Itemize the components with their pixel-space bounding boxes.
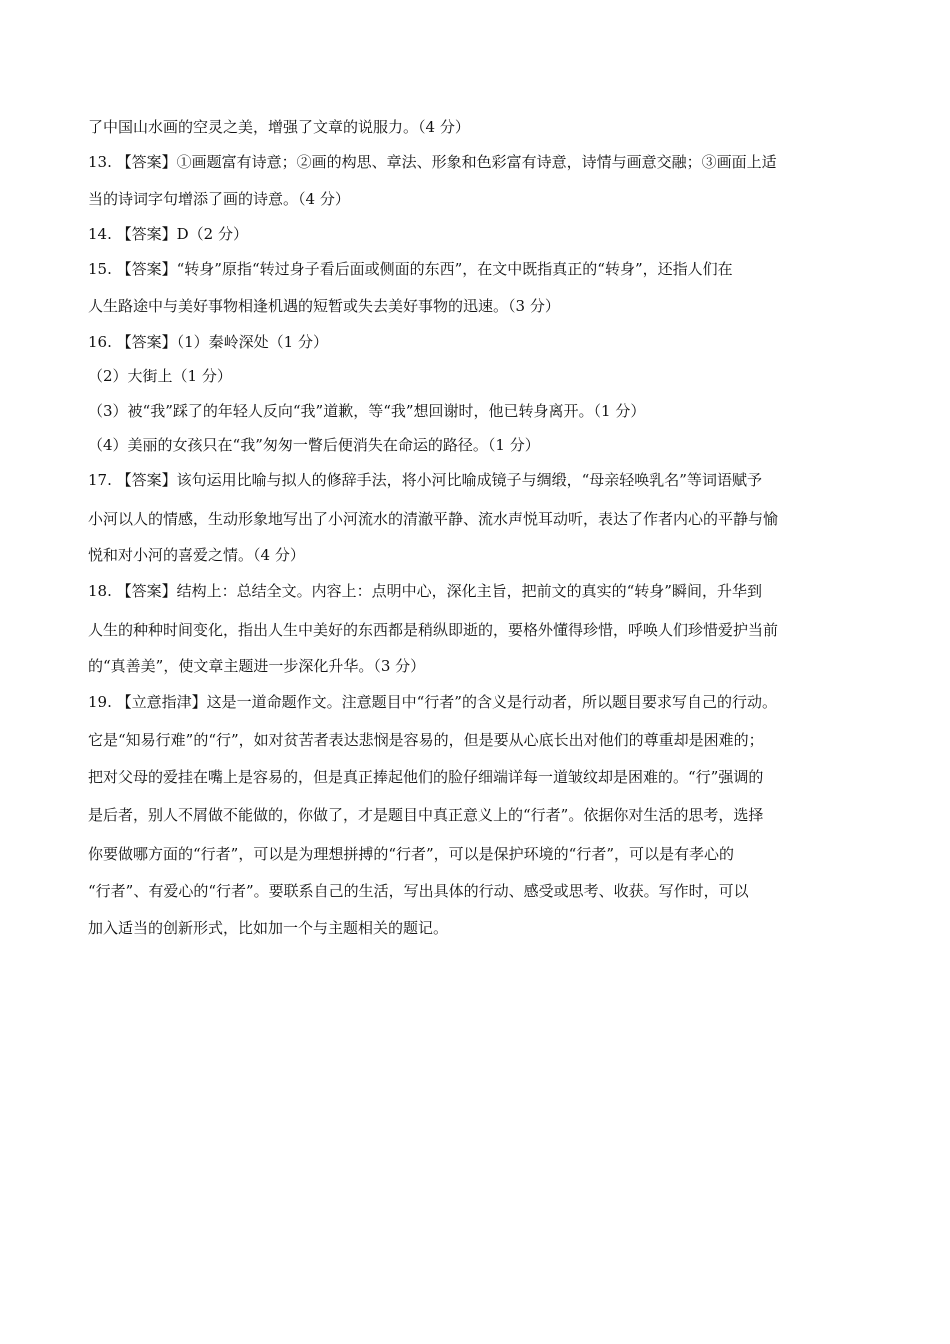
answer-19-line-5: 你要做哪方面的“行者”，可以是为理想拼搏的“行者”，可以是保护环境的“行者”，可以是有孝心的 <box>88 845 735 863</box>
answer-19-line-1: 19. 【立意指津】这是一道命题作文。注意题目中“行者”的含义是行动者，所以题目要求写自己的行动。 <box>88 693 777 711</box>
answer-14: 14. 【答案】D（2 分） <box>88 225 248 243</box>
answer-19-line-3: 把对父母的爱挂在嘴上是容易的，但是真正捧起他们的脸仔细端详每一道皱纹却是困难的。“行”强调的 <box>88 768 764 786</box>
answer-16-line-3: （3）被“我”踩了的年轻人反向“我”道歉，等“我”想回谢时，他已转身离开。（1 分） <box>88 402 646 420</box>
answer-16-line-2: （2）大街上（1 分） <box>88 367 232 385</box>
answer-17-line-1: 17. 【答案】该句运用比喻与拟人的修辞手法，将小河比喻成镜子与绸缎，“母亲轻唤乳名”等词语赋予 <box>88 471 762 489</box>
answer-18-line-3: 的“真善美”，使文章主题进一步深化升华。（3 分） <box>88 657 426 675</box>
answer-18-line-1: 18. 【答案】结构上：总结全文。内容上：点明中心，深化主旨，把前文的真实的“转身”瞬间，升华到 <box>88 582 762 600</box>
answer-17-line-2: 小河以人的情感，生动形象地写出了小河流水的清澈平静、流水声悦耳动听，表达了作者内心的平静与愉 <box>88 510 779 528</box>
answer-19-line-6: “行者”、有爱心的“行者”。要联系自己的生活，写出具体的行动、感受或思考、收获。写作时，可以 <box>88 882 749 900</box>
answer-19-line-7: 加入适当的创新形式，比如加一个与主题相关的题记。 <box>88 919 449 937</box>
answer-16-line-4: （4）美丽的女孩只在“我”匆匆一瞥后便消失在命运的路径。（1 分） <box>88 436 540 454</box>
answer-16-line-1: 16. 【答案】（1）秦岭深处（1 分） <box>88 333 328 351</box>
answer-13-line-2: 当的诗词字句增添了画的诗意。（4 分） <box>88 190 350 208</box>
answer-19-line-2: 它是“知易行难”的“行”，如对贫苦者表达悲悯是容易的，但是要从心底长出对他们的尊重却是困难的； <box>88 731 764 749</box>
answer-13-line-1: 13. 【答案】①画题富有诗意；②画的构思、章法、形象和色彩富有诗意，诗情与画意交融；③画面上适 <box>88 153 777 171</box>
answer-18-line-2: 人生的种种时间变化，指出人生中美好的东西都是稍纵即逝的，要格外懂得珍惜，呼唤人们珍惜爱护当前 <box>88 621 779 639</box>
answer-17-line-3: 悦和对小河的喜爱之情。（4 分） <box>88 546 305 564</box>
answer-15-line-2: 人生路途中与美好事物相逢机遇的短暂或失去美好事物的迅速。（3 分） <box>88 297 560 315</box>
answer-15-line-1: 15. 【答案】“转身”原指“转过身子看后面或侧面的东西”，在文中既指真正的“转身”，还指人们在 <box>88 260 733 278</box>
answer-12-tail: 了中国山水画的空灵之美，增强了文章的说服力。（4 分） <box>88 118 470 136</box>
answer-19-line-4: 是后者，别人不屑做不能做的，你做了，才是题目中真正意义上的“行者”。依据你对生活的思考，选择 <box>88 806 764 824</box>
